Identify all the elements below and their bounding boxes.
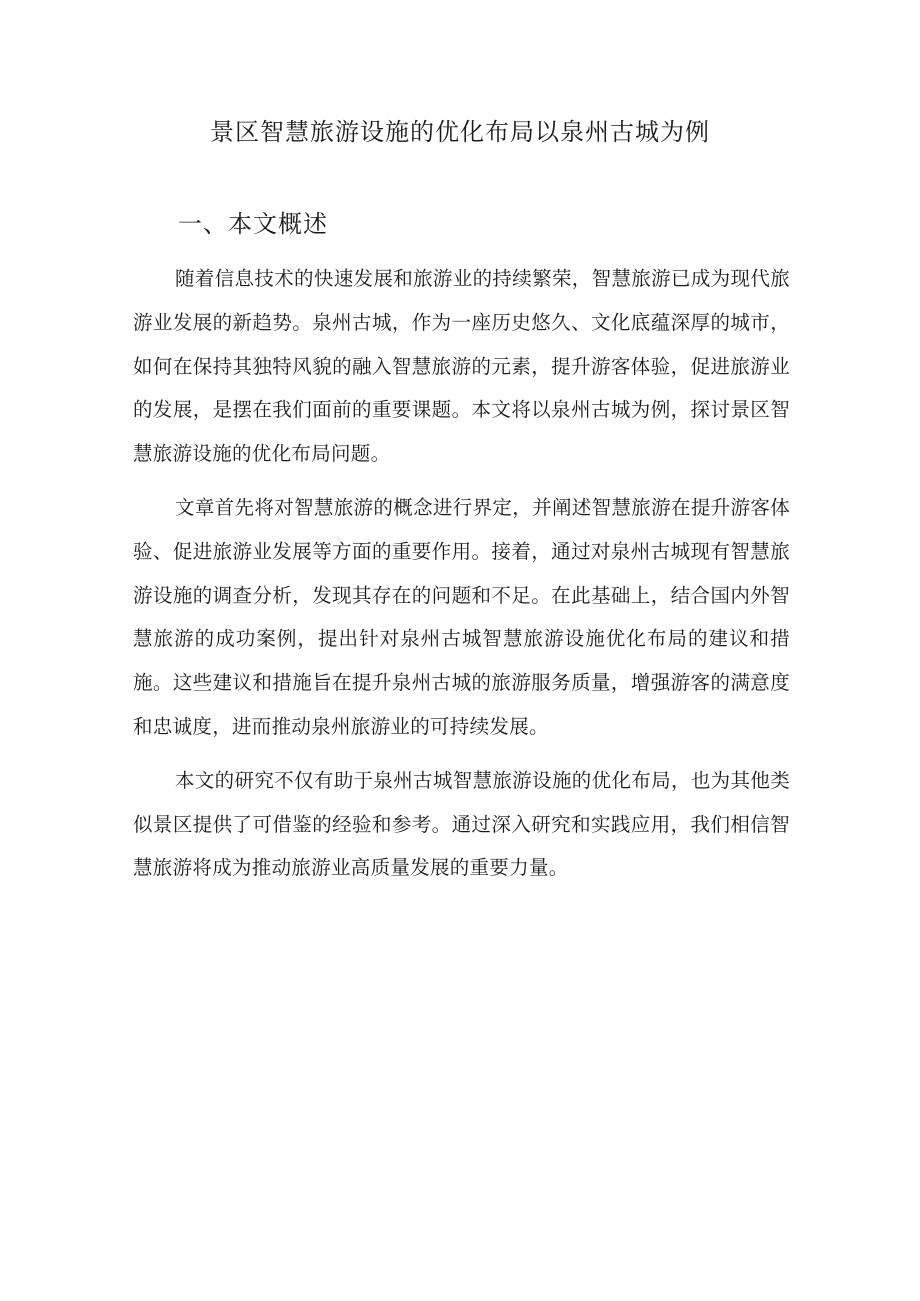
paragraph-3: 本文的研究不仅有助于泉州古城智慧旅游设施的优化布局，也为其他类似景区提供了可借鉴的经验和参考。通过深入研究和实践应用，我们相信智慧旅游将成为推动旅游业高质量发展的重要力量。 xyxy=(133,768,790,880)
document-title: 景区智慧旅游设施的优化布局以泉州古城为例 xyxy=(210,118,710,146)
section-heading: 一、本文概述 xyxy=(178,210,328,238)
paragraph-2: 文章首先将对智慧旅游的概念进行界定，并阐述智慧旅游在提升游客体验、促进旅游业发展等方面的重要作用。接着，通过对泉州古城现有智慧旅游设施的调查分析，发现其存在的问题和不足。在此基础上，结合国内外智慧旅游的成功案例，提出针对泉州古城智慧旅游设施优化布局的建议和措施。这些建议和措施旨在提升泉州古城的旅游服务质量，增强游客的满意度和忠诚度，进而推动泉州旅游业的可持续发展。 xyxy=(133,495,790,738)
paragraph-1: 随着信息技术的快速发展和旅游业的持续繁荣，智慧旅游已成为现代旅游业发展的新趋势。泉州古城，作为一座历史悠久、文化底蕴深厚的城市，如何在保持其独特风貌的融入智慧旅游的元素，提升游客体验，促进旅游业的发展，是摆在我们面前的重要课题。本文将以泉州古城为例，探讨景区智慧旅游设施的优化布局问题。 xyxy=(133,267,790,466)
section-body xyxy=(133,257,790,900)
